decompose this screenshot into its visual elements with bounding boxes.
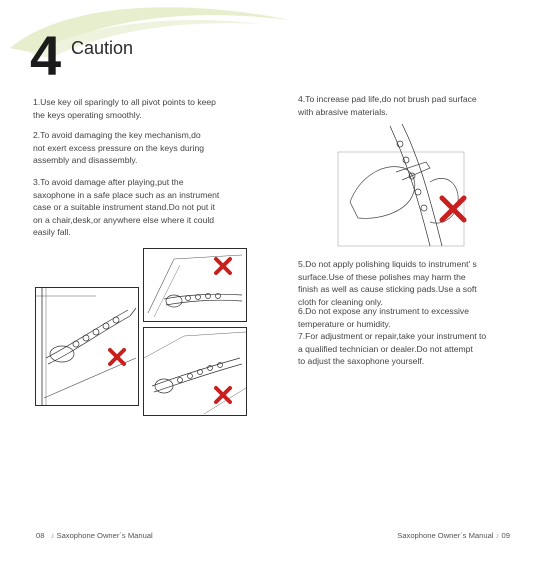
cross-mark-icon (216, 259, 230, 273)
footer-right (397, 531, 510, 540)
section-number: 4 (30, 24, 60, 87)
footer-left (36, 531, 153, 540)
caution-item-6: 6.Do not expose any instrument to excessive temperature or humidity. (298, 306, 470, 329)
caution-item-3: 3.To avoid damage after playing,put the saxophone in a safe place such as an instrument case or a suitable instrument stand.Do not put it on a chair,desk,or anywhere else where it could easily fall. (33, 177, 220, 238)
footer-manual-title-right: Saxophone Owner´s Manual (397, 531, 494, 540)
page-number-right: 09 (501, 531, 510, 540)
hand-icon (350, 162, 458, 223)
cross-mark-icon (442, 198, 464, 220)
footer-manual-title-left: Saxophone Owner´s Manual (56, 531, 153, 540)
illustration-brush-pads (330, 122, 490, 248)
cross-mark-icon (110, 350, 124, 364)
illustration-sax-on-chair (143, 248, 247, 322)
caution-item-5: 5.Do not apply polishing liquids to instrument’ s surface.Use of these polishes may harm the finish as well as cause sticking pads.Use a soft cloth for cleaning only. (298, 259, 477, 307)
saxophone-icon: ♪ (495, 531, 500, 540)
saxophone-icon (164, 294, 242, 308)
caution-item-1: 1.Use key oil sparingly to all pivot points to keep the keys operating smoothly. (33, 97, 216, 120)
cross-mark-icon (216, 388, 230, 402)
illustration-sax-on-seat (143, 327, 247, 416)
saxophone-icon (46, 308, 136, 364)
page-title: Caution (71, 38, 134, 58)
illustration-sax-on-desk (35, 287, 139, 406)
saxophone-icon (390, 124, 442, 246)
caution-item-4: 4.To increase pad life,do not brush pad surface with abrasive materials. (298, 94, 477, 117)
caution-item-7: 7.For adjustment or repair,take your instrument to a qualified technician or dealer.Do not attempt to adjust the saxophone yourself. (298, 331, 487, 367)
page-number-left: 08 (36, 531, 45, 540)
caution-item-2: 2.To avoid damaging the key mechanism,do not exert excess pressure on the keys during assembly and disassembly. (33, 130, 205, 166)
saxophone-icon: ♪ (50, 531, 55, 540)
